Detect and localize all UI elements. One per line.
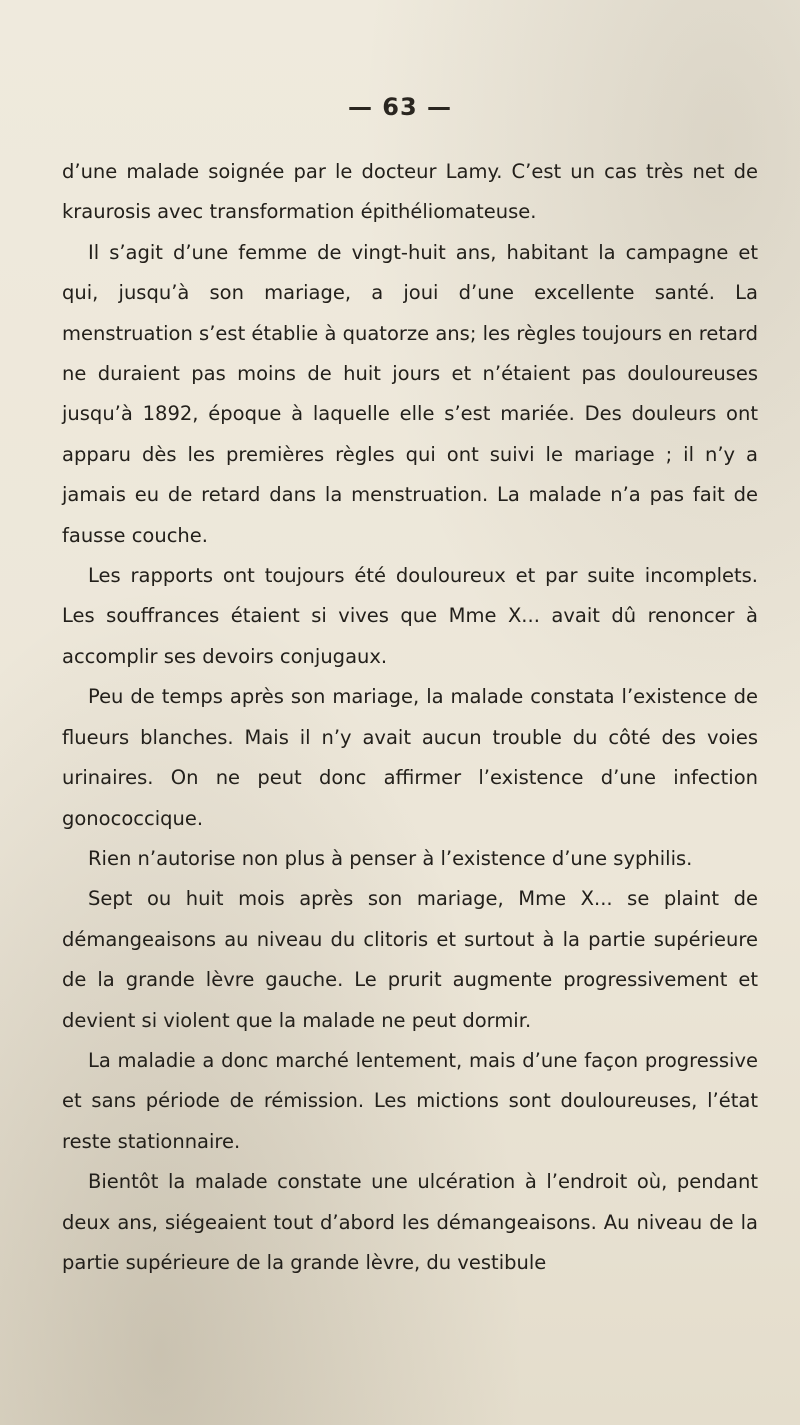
paragraph-6: Sept ou huit mois après son mariage, Mme X... se plaint de démangeaisons au niveau du clitoris et surtout à la partie supérieure de la grande lèvre gauche. Le prurit augmente progressivement et devient si violent que la malade ne peut dormir. <box>62 887 758 1032</box>
body-text <box>62 152 758 1283</box>
paragraph-8: Bientôt la malade constate une ulcération à l’endroit où, pendant deux ans, siégeaient tout d’abord les démangeaisons. Au niveau de la partie supérieure de la grande lèvre, du vestibule <box>62 1170 758 1274</box>
page-number: — 63 — <box>347 93 453 121</box>
paragraph-2: Il s’agit d’une femme de vingt-huit ans, habitant la campagne et qui, jusqu’à son mariage, a joui d’une excellente santé. La menstruation s’est établie à quatorze ans; les règles toujours en retard ne duraient pas moins de huit jours et n’étaient pas douloureuses jusqu’à 1892, époque à laquelle elle s’est mariée. Des douleurs ont apparu dès les premières règles qui ont suivi le mariage ; il n’y a jamais eu de retard dans la menstruation. La malade n’a pas fait de fausse couche. <box>62 240 758 547</box>
paragraph-4: Peu de temps après son mariage, la malade constata l’existence de flueurs blanches. Mais il n’y avait aucun trouble du côté des voies urinaires. On ne peut donc affirmer l’existence d’une infection gonococcique. <box>62 685 758 830</box>
paragraph-5: Rien n’autorise non plus à penser à l’existence d’une syphilis. <box>88 846 693 870</box>
paragraph-1: d’une malade soignée par le docteur Lamy. C’est un cas très net de kraurosis avec transformation épithéliomateuse. <box>62 160 758 224</box>
paragraph-3: Les rapports ont toujours été douloureux et par suite incomplets. Les souffrances étaient si vives que Mme X... avait dû renoncer à accomplir ses devoirs conjugaux. <box>62 564 758 668</box>
paragraph-7: La maladie a donc marché lentement, mais d’une façon progressive et sans période de rémission. Les mictions sont douloureuses, l’état reste stationnaire. <box>62 1048 758 1153</box>
